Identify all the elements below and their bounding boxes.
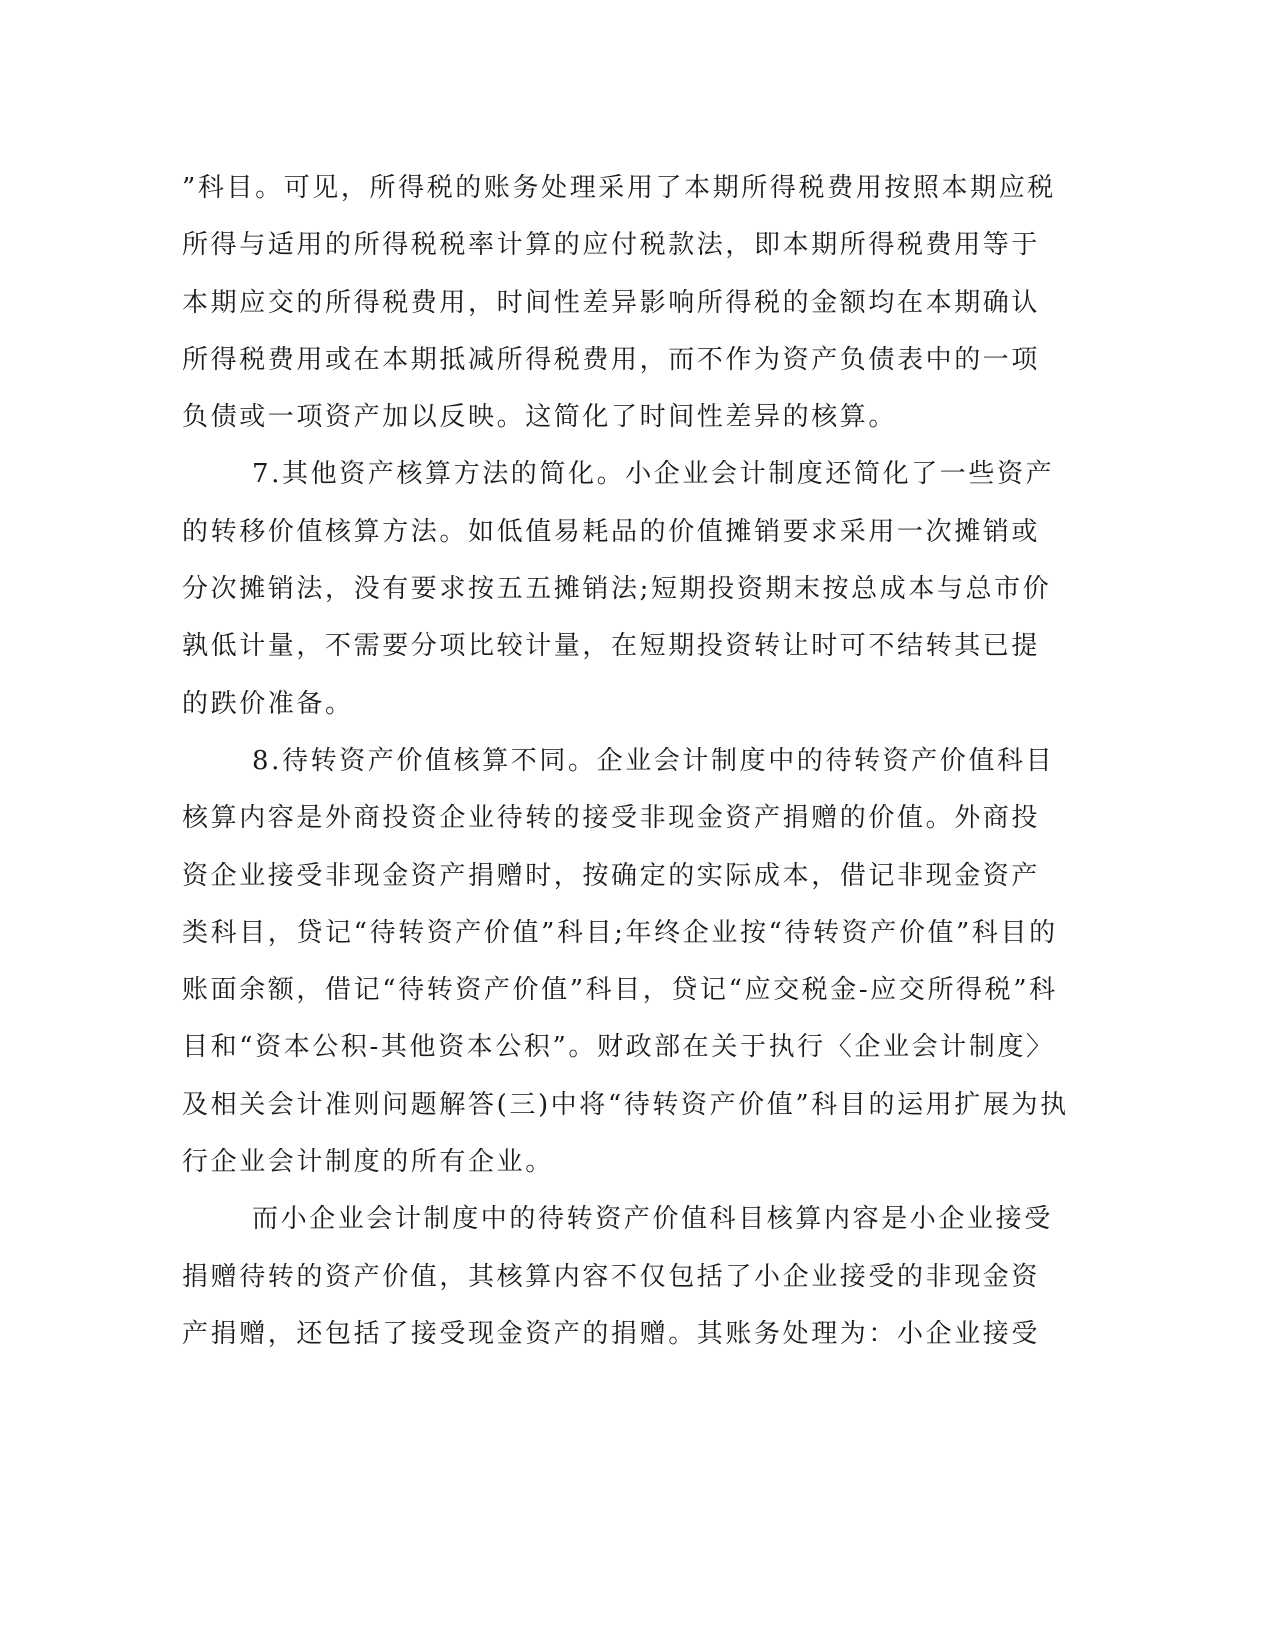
- text-line: 负债或一项资产加以反映。这简化了时间性差异的核算。: [182, 402, 898, 433]
- text-line: 孰低计量，不需要分项比较计量，在短期投资转让时可不结转其已提: [182, 631, 1041, 662]
- text-line: 类科目，贷记“待转资产价值”科目;年终企业按“待转资产价值”科目的: [182, 917, 1058, 948]
- text-line: 的跌价准备。: [182, 688, 354, 719]
- text-line: 行企业会计制度的所有企业。: [182, 1147, 554, 1178]
- text-line: 分次摊销法，没有要求按五五摊销法;短期投资期末按总成本与总市价: [182, 574, 1052, 605]
- text-line: 及相关会计准则问题解答(三)中将“待转资产价值”科目的运用扩展为执: [182, 1089, 1069, 1120]
- text-line: 捐赠待转的资产价值，其核算内容不仅包括了小企业接受的非现金资: [182, 1261, 1041, 1292]
- text-line: 账面余额，借记“待转资产价值”科目，贷记“应交税金-应交所得税”科: [182, 975, 1058, 1006]
- text-line: 核算内容是外商投资企业待转的接受非现金资产捐赠的价值。外商投: [182, 803, 1041, 834]
- text-line: 资企业接受非现金资产捐赠时，按确定的实际成本，借记非现金资产: [182, 860, 1041, 891]
- text-line: 7.其他资产核算方法的简化。小企业会计制度还简化了一些资产: [252, 459, 1055, 490]
- text-line: 所得税费用或在本期抵减所得税费用，而不作为资产负债表中的一项: [182, 344, 1041, 375]
- document-body: [182, 160, 1069, 1363]
- text-line: 本期应交的所得税费用，时间性差异影响所得税的金额均在本期确认: [182, 287, 1041, 318]
- text-line: 目和“资本公积-其他资本公积”。财政部在关于执行〈企业会计制度〉: [182, 1032, 1055, 1063]
- text-line: 所得与适用的所得税税率计算的应付税款法，即本期所得税费用等于: [182, 230, 1041, 261]
- text-line: 8.待转资产价值核算不同。企业会计制度中的待转资产价值科目: [252, 745, 1055, 776]
- text-line: 的转移价值核算方法。如低值易耗品的价值摊销要求采用一次摊销或: [182, 516, 1041, 547]
- text-line: 而小企业会计制度中的待转资产价值科目核算内容是小企业接受: [252, 1204, 1053, 1235]
- text-line: ”科目。可见，所得税的账务处理采用了本期所得税费用按照本期应税: [182, 173, 1056, 203]
- text-line: 产捐赠，还包括了接受现金资产的捐赠。其账务处理为：小企业接受: [182, 1318, 1041, 1349]
